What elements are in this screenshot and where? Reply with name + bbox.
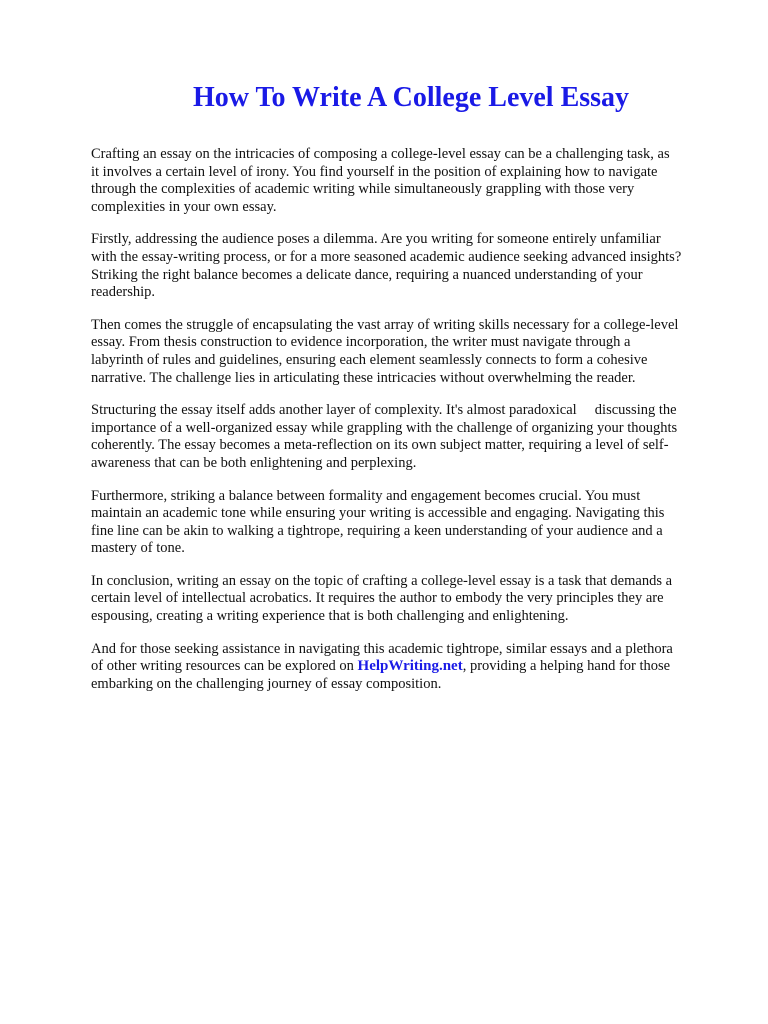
text-line: fine line can be akin to walking a tightrope, requiring a keen understanding of your audience and a <box>91 522 663 539</box>
text-line: through the complexities of academic writing while simultaneously grappling with those very <box>91 181 635 198</box>
paragraph-5 <box>91 488 731 558</box>
paragraph-7 <box>91 641 731 694</box>
text-line: embarking on the challenging journey of essay composition. <box>91 675 442 692</box>
paragraph-4 <box>91 402 731 472</box>
text-segment: of other writing resources can be explored on <box>91 658 358 675</box>
text-line: awareness that can be both enlightening and perplexing. <box>91 454 417 471</box>
text-line <box>91 658 731 676</box>
text-line: In conclusion, writing an essay on the topic of crafting a college-level essay is a task that demands a <box>91 572 673 589</box>
text-line: readership. <box>91 284 156 301</box>
text-line: complexities in your own essay. <box>91 198 277 215</box>
paragraph-6 <box>91 573 731 626</box>
paragraph-1 <box>91 146 731 216</box>
text-segment: , providing a helping hand for those <box>462 658 671 675</box>
text-line: Structuring the essay itself adds another layer of complexity. It's almost paradoxical discussing the <box>91 402 677 419</box>
text-line: Then comes the struggle of encapsulating the vast array of writing skills necessary for a college-level <box>91 316 679 333</box>
text-line: narrative. The challenge lies in articulating these intricacies without overwhelming the reader. <box>91 369 636 386</box>
essay-body <box>91 146 731 708</box>
text-line: maintain an academic tone while ensuring your writing is accessible and engaging. Navigating this <box>91 505 665 522</box>
paragraph-3 <box>91 317 731 387</box>
text-line: it involves a certain level of irony. You find yourself in the position of explaining how to navigate <box>91 163 658 180</box>
text-line: espousing, creating a writing experience that is both challenging and enlightening. <box>91 608 569 625</box>
text-line: Crafting an essay on the intricacies of composing a college-level essay can be a challenging task, as <box>91 146 670 162</box>
text-line: Firstly, addressing the audience poses a dilemma. Are you writing for someone entirely unfamiliar <box>91 231 661 248</box>
text-line: Furthermore, striking a balance between formality and engagement becomes crucial. You must <box>91 487 641 504</box>
page-title: How To Write A College Level Essay <box>192 82 630 113</box>
text-line: certain level of intellectual acrobatics. It requires the author to embody the very principles they are <box>91 590 664 607</box>
paragraph-2 <box>91 231 731 301</box>
text-line: with the essay-writing process, or for a more seasoned academic audience seeking advanced insights? <box>91 248 682 265</box>
text-line: coherently. The essay becomes a meta-reflection on its own subject matter, requiring a level of self- <box>91 437 669 454</box>
helpwriting-link[interactable]: HelpWriting.net <box>357 658 463 675</box>
text-line: importance of a well-organized essay while grappling with the challenge of organizing your thoughts <box>91 419 678 436</box>
text-line: And for those seeking assistance in navigating this academic tightrope, similar essays and a plethora <box>91 640 673 657</box>
text-line: essay. From thesis construction to evidence incorporation, the writer must navigate through a <box>91 334 631 351</box>
text-line: Striking the right balance becomes a delicate dance, requiring a nuanced understanding of your <box>91 266 643 283</box>
text-line: labyrinth of rules and guidelines, ensuring each element seamlessly connects to form a cohesive <box>91 351 648 368</box>
text-line: mastery of tone. <box>91 540 185 557</box>
